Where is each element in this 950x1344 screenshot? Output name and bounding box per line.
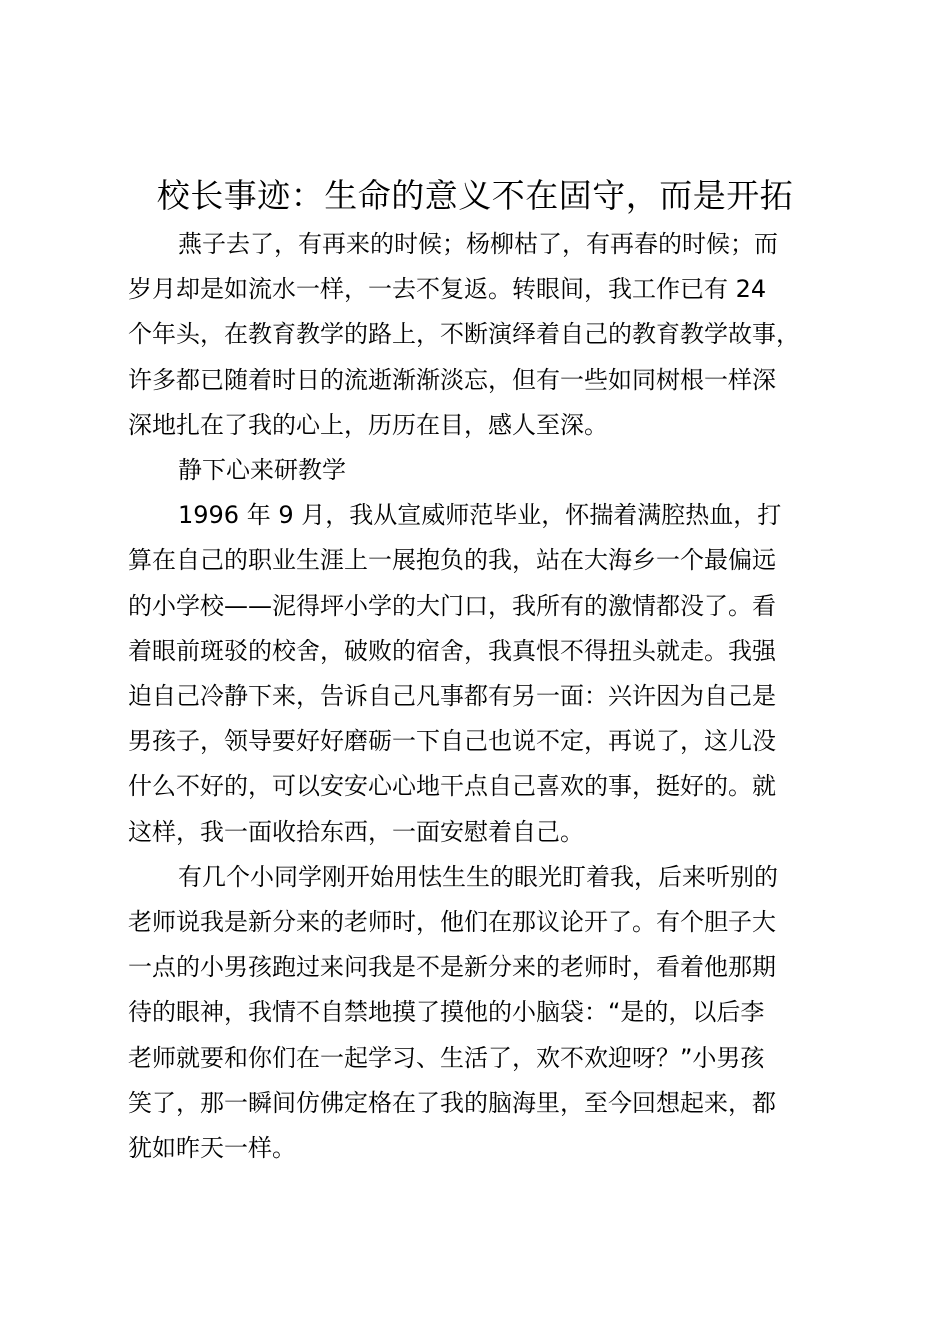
text-line: 的小学校——泥得坪小学的大门口，我所有的激情都没了。看: [128, 591, 776, 620]
text-line: 这样，我一面收拾东西，一面安慰着自己。: [128, 817, 584, 846]
text-line: 燕子去了，有再来的时候；杨柳枯了，有再春的时候；而: [178, 230, 778, 258]
text-line: 犹如昨天一样。: [128, 1134, 296, 1162]
text-line: 静下心来研教学: [178, 456, 346, 484]
text-line: 算在自己的职业生涯上一展抱负的我，站在大海乡一个最偏远: [128, 546, 776, 575]
text-line: 男孩子，领导要好好磨砺一下自己也说不定，再说了，这儿没: [128, 727, 776, 756]
document-title: 校长事迹：生命的意义不在固守，而是开拓: [156, 176, 794, 215]
text-line: 老师就要和你们在一起学习、生活了，欢不欢迎呀？”小男孩: [128, 1043, 765, 1072]
text-line: 个年头，在教育教学的路上，不断演绎着自己的教育教学故事，: [128, 320, 800, 349]
text-line: 待的眼神，我情不自禁地摸了摸他的小脑袋：“是的，以后李: [128, 998, 765, 1027]
text-line: 岁月却是如流水一样，一去不复返。转眼间，我工作已有 24: [128, 275, 767, 304]
text-line: 着眼前斑驳的校舍，破败的宿舍，我真恨不得扭头就走。我强: [128, 636, 776, 665]
text-line: 1996 年 9 月，我从宣威师范毕业，怀揣着满腔热血，打: [178, 501, 782, 530]
text-line: 笑了，那一瞬间仿佛定格在了我的脑海里，至今回想起来，都: [128, 1088, 776, 1117]
text-line: 有几个小同学刚开始用怯生生的眼光盯着我，后来听别的: [178, 862, 778, 891]
text-line: 什么不好的，可以安安心心地干点自己喜欢的事，挺好的。就: [128, 772, 776, 801]
text-line: 老师说我是新分来的老师时，他们在那议论开了。有个胆子大: [128, 908, 776, 936]
text-line: 深地扎在了我的心上，历历在目，感人至深。: [128, 410, 608, 439]
text-line: 一点的小男孩跑过来问我是不是新分来的老师时，看着他那期: [128, 953, 776, 982]
text-line: 许多都已随着时日的流逝渐渐淡忘，但有一些如同树根一样深: [128, 365, 776, 394]
text-line: 迫自己冷静下来，告诉自己凡事都有另一面：兴许因为自己是: [128, 682, 776, 710]
